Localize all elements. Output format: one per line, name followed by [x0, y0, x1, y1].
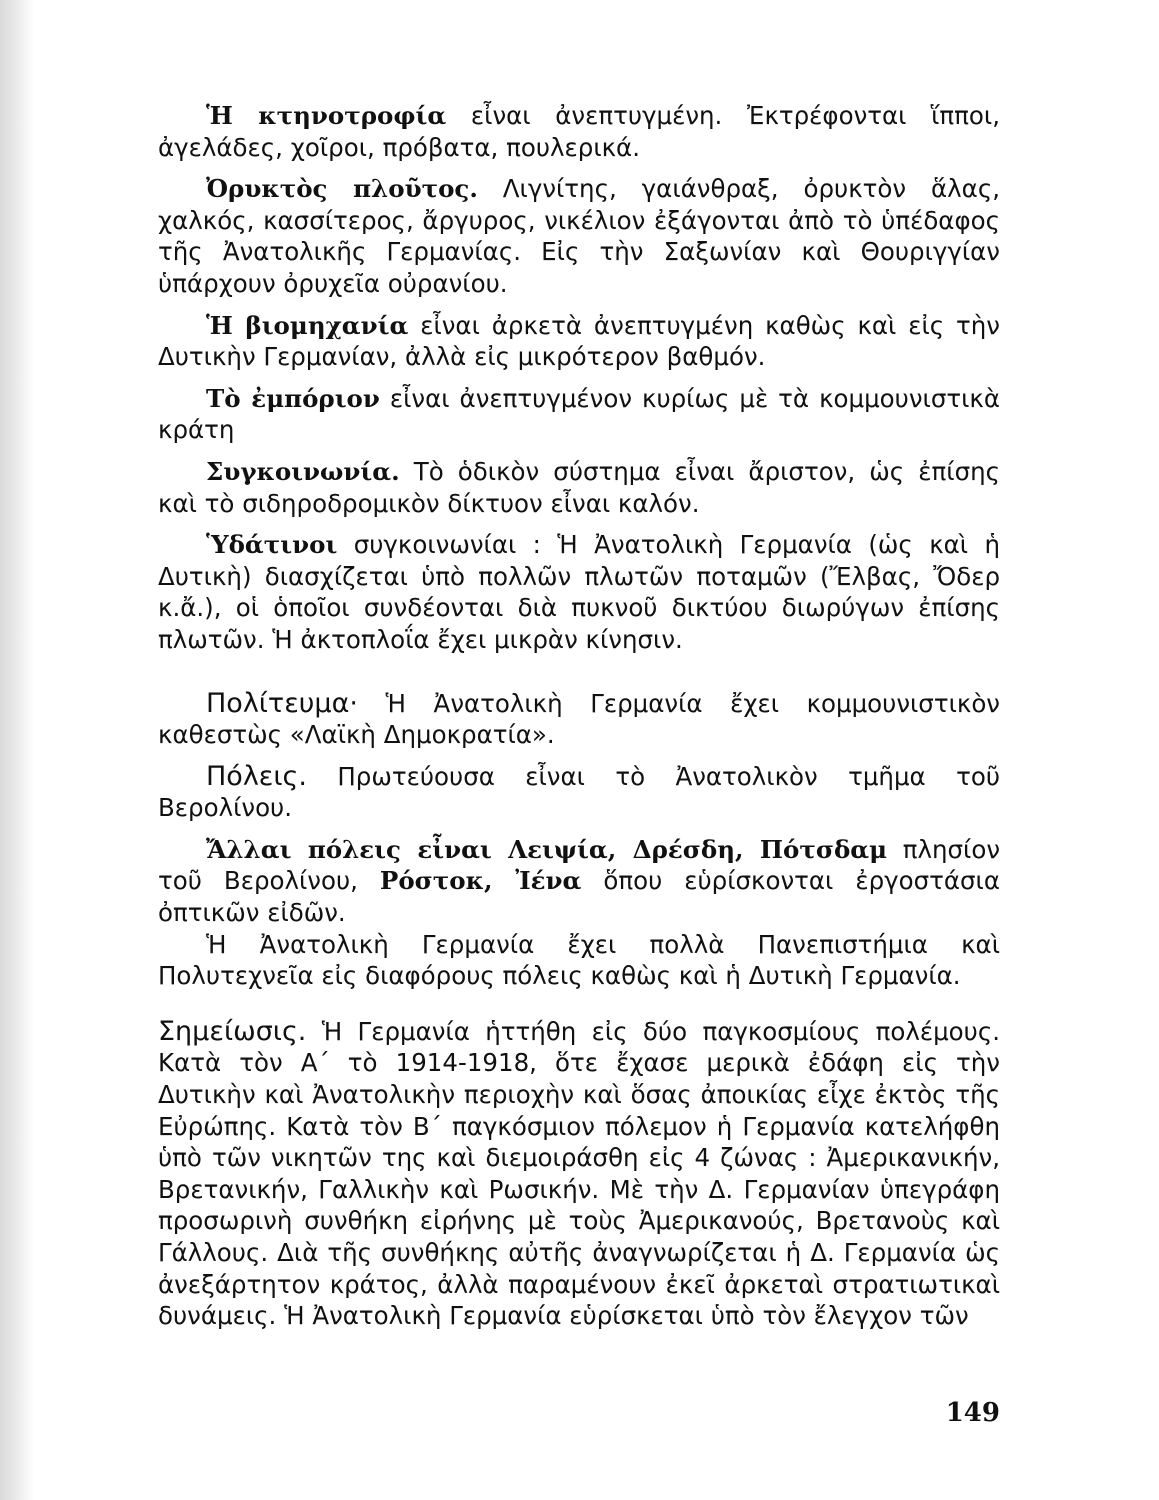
commerce-text: εἶναι ἀνεπτυγμένον κυρίως μὲ τὰ κομμουνιστικὰ κράτη: [158, 383, 1000, 445]
paragraph-waterways: [158, 529, 1000, 655]
polity-text: Ἡ Ἀνατολικὴ Γερμανία ἔχει κομμουνιστικὸν καθεστὼς «Λαϊκὴ Δημοκρατία».: [158, 688, 1000, 750]
section-gap: [158, 666, 1000, 688]
communications-heading: Συγκοινωνία.: [206, 456, 400, 486]
universities-text: Ἡ Ἀνατολικὴ Γερμανία ἔχει πολλὰ Πανεπιστήμια καὶ Πολυτεχνεῖα εἰς διαφόρους πόλεις καθὼς καὶ ἡ Δυτικὴ Γερμανία.: [158, 929, 1000, 991]
polity-heading: Πολίτευμα·: [206, 687, 358, 719]
note-heading: Σημείωσις.: [158, 1015, 307, 1047]
paragraph-industry: [158, 310, 1000, 373]
industry-heading: Ἡ βιομηχανία: [206, 310, 409, 340]
paragraph-note: [158, 1016, 1000, 1332]
livestock-text: εἶναι ἀνεπτυγμένη. Ἐκτρέφονται ἵπποι, ἀγελάδες, χοῖροι, πρόβατα, πουλερικά.: [158, 101, 1000, 162]
paragraph-livestock: [158, 100, 1000, 163]
paragraph-minerals: [158, 173, 1000, 299]
section-gap-2: [158, 1002, 1000, 1016]
minerals-text: Λιγνίτης, γαιάνθραξ, ὀρυκτὸν ἅλας, χαλκός, κασσίτερος, ἄργυρος, νικέλιον ἐξάγονται ἀπὸ τὸ ὑπέδαφος τῆς Ἀνατολικῆς Γερμανίας. Εἰς τὴν Σαξωνίαν καὶ Θουριγγίαν ὑπάρχουν ὀρυχεῖα οὐρανίου.: [158, 174, 1000, 298]
paragraph-cities: [158, 761, 1000, 824]
communications-text: Τὸ ὁδικὸν σύστημα εἶναι ἄριστον, ὡς ἐπίσης καὶ τὸ σιδηροδρομικὸν δίκτυον εἶναι καλόν.: [158, 456, 1000, 518]
paragraph-polity: [158, 688, 1000, 751]
other-cities-heading: Ἄλλαι πόλεις εἶναι Λειψία, Δρέσδη, Πότσδαμ: [206, 834, 888, 864]
waterways-heading: Ὑδάτινοι: [206, 530, 338, 560]
industry-text: εἶναι ἀρκετὰ ἀνεπτυγμένη καθὼς καὶ εἰς τὴν Δυτικὴν Γερμανίαν, ἀλλὰ εἰς μικρότερον βαθμόν.: [158, 310, 1000, 372]
paragraph-universities: [158, 929, 1000, 992]
other-cities-text-1: πλησίον τοῦ Βερολίνου,: [158, 834, 1001, 896]
commerce-heading: Τὸ ἐμπόριον: [206, 383, 380, 413]
minerals-heading: Ὀρυκτὸς πλοῦτος.: [206, 174, 478, 204]
other-cities-text-2: ὅπου εὑρίσκονται ἐργοστάσια ὀπτικῶν εἰδῶν.: [158, 866, 1001, 928]
page-number: 149: [945, 1398, 1000, 1428]
paragraph-other-cities: [158, 834, 1000, 929]
note-text: Ἡ Γερμανία ἡττήθη εἰς δύο παγκοσμίους πολέμους. Κατὰ τὸν Α΄ τὸ 1914-1918, ὅτε ἔχασε μερικὰ ἐδάφη εἰς τὴν Δυτικὴν καὶ Ἀνατολικὴν περιοχὴν καὶ ὅσας ἀποικίας εἶχε ἐκτὸς τῆς Εὐρώπης. Κατὰ τὸν Β΄ παγκόσμιον πόλεμον ἡ Γερμανία κατελήφθη ὑπὸ τῶν νικητῶν της καὶ διεμοιράσθη εἰς 4 ζώνας : Ἀμερικανικήν, Βρετανικήν, Γαλλικὴν καὶ Ρωσικήν. Μὲ τὴν Δ. Γερμανίαν ὑπεγράφη προσωρινὴ συνθήκη εἰρήνης μὲ τοὺς Ἀμερικανούς, Βρετανοὺς καὶ Γάλλους. Διὰ τῆς συνθήκης αὐτῆς ἀναγνωρίζεται ἡ Δ. Γερμανία ὡς ἀνεξάρτητον κράτος, ἀλλὰ παραμένουν ἐκεῖ ἀρκεταὶ στρατιωτικαὶ δυνάμεις. Ἡ Ἀνατολικὴ Γερμανία εὑρίσκεται ὑπὸ τὸν ἔλεγχον τῶν: [158, 1016, 1000, 1331]
paragraph-commerce: [158, 383, 1000, 446]
paragraph-communications: [158, 456, 1000, 519]
page-edge-shadow: [0, 0, 34, 1500]
waterways-text: συγκοινωνίαι : Ἡ Ἀνατολικὴ Γερμανία (ὡς καὶ ἡ Δυτικὴ) διασχίζεται ὑπὸ πολλῶν πλωτῶν ποταμῶν (Ἔλβας, Ὄδερ κ.ἄ.), οἱ ὁποῖοι συνδέονται διὰ πυκνοῦ δικτύου διωρύγων ἐπίσης πλωτῶν. Ἡ ἀκτοπλοΐα ἔχει μικρὰν κίνησιν.: [158, 530, 1000, 654]
cities-text: Πρωτεύουσα εἶναι τὸ Ἀνατολικὸν τμῆμα τοῦ Βερολίνου.: [158, 761, 1000, 823]
page-body: [158, 100, 1000, 1342]
other-cities-bold-names: Ρόστοκ, Ἰένα: [379, 866, 582, 896]
livestock-heading: Ἡ κτηνοτροφία: [206, 101, 447, 130]
cities-heading: Πόλεις.: [206, 760, 307, 792]
